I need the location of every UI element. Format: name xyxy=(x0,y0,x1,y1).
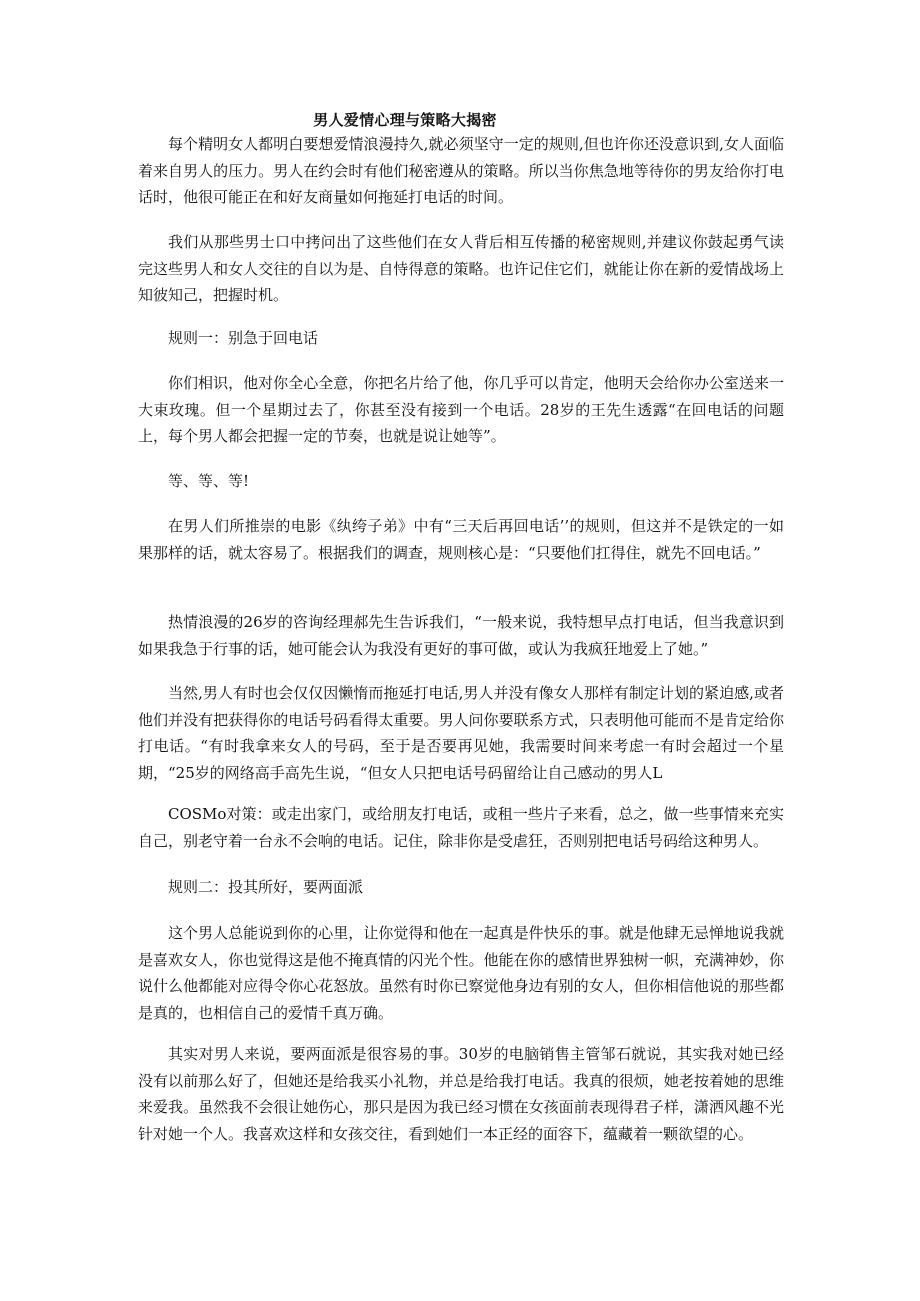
wait-heading: 等、等、等! xyxy=(168,472,250,490)
paragraph-rule-two: 这个男人总能说到你的心里，让你觉得和他在一起真是件快乐的事。就是他肆无忌惮地说我就是喜欢女人，你也觉得这是他不掩真情的闪光个性。他能在你的感情世界独树一帜，充满神妙，你说什么他都能对应得令你心花怒放。虽然有时你已察觉他身边有别的女人，但你相信他说的那些都是真的，也相信自己的爱情千真万确。 xyxy=(138,924,784,1022)
paragraph-rule-one: 你们相识，他对你全心全意，你把名片给了他，你几乎可以肯定，他明天会给你办公室送来一大束玫瑰。但一个星期过去了，你甚至没有接到一个电话。28岁的王先生透露“在回电话的问题上，每个男人都会把握一定的节奏，也就是说让她等”。 xyxy=(138,374,784,445)
paragraph-cosmo-strategy: COSMo对策：或走出家门，或给朋友打电话，或租一些片子来看，总之，做一些事情来充实自己，别老守着一台永不会响的电话。记住，除非你是受虐狂，否则别把电话号码给这种男人。 xyxy=(138,805,784,850)
paragraph-laziness: 当然,男人有时也会仅仅因懒惰而拖延打电话,男人并没有像女人那样有制定计划的紧迫感,或者他们并没有把获得你的电话号码看得太重要。男人问你要联系方式，只表明他可能而不是肯定给你打电话。“有时我拿来女人的号码，至于是否要再见她，我需要时间来考虑一有时会超过一个星期，“25岁的网络高手高先生说，“但女人只把电话号码留给让自己感动的男人L xyxy=(138,684,784,782)
document-title: 男人爱情心理与策略大揭密 xyxy=(313,111,497,129)
paragraph-intro: 每个精明女人都明白要想爱情浪漫持久,就必须坚守一定的规则,但也许你还没意识到,女人面临着来自男人的压力。男人在约会时有他们秘密遵从的策略。所以当你焦急地等待你的男友给你打电话时，他很可能正在和好友商量如何拖延打电话的时间。 xyxy=(138,135,784,206)
rule-two-heading: 规则二：投其所好，要两面派 xyxy=(168,878,364,896)
paragraph-secret-rules: 我们从那些男士口中拷问出了这些他们在女人背后相互传播的秘密规则,并建议你鼓起勇气读完这些男人和女人交往的自以为是、自恃得意的策略。也许记住它们，就能让你在新的爱情战场上知彼知己，把握时机。 xyxy=(138,233,784,304)
paragraph-consultant-quote: 热情浪漫的26岁的咨询经理郝先生告诉我们，“一般来说，我特想早点打电话，但当我意识到如果我急于行事的话，她可能会认为我没有更好的事可做，或认为我疯狂地爱上了她。” xyxy=(138,613,784,658)
paragraph-movie-rule: 在男人们所推崇的电影《纨绔子弟》中有“三天后再回电话’’的规则，但这并不是铁定的一如果那样的话，就太容易了。根据我们的调查，规则核心是：“只要他们扛得住，就先不回电话。” xyxy=(138,517,784,562)
rule-one-heading: 规则一：别急于回电话 xyxy=(168,329,319,347)
paragraph-two-faced: 其实对男人来说，要两面派是很容易的事。30岁的电脑销售主管邹石就说，其实我对她已经没有以前那么好了，但她还是给我买小礼物，并总是给我打电话。我真的很烦，她老按着她的思维来爱我。虽然我不会很让她伤心，那只是因为我已经习惯在女孩面前表现得君子样，潇洒风趣不光针对她一个人。我喜欢这样和女孩交往，看到她们一本正经的面容下，蕴藏着一颗欲望的心。 xyxy=(138,1045,784,1143)
